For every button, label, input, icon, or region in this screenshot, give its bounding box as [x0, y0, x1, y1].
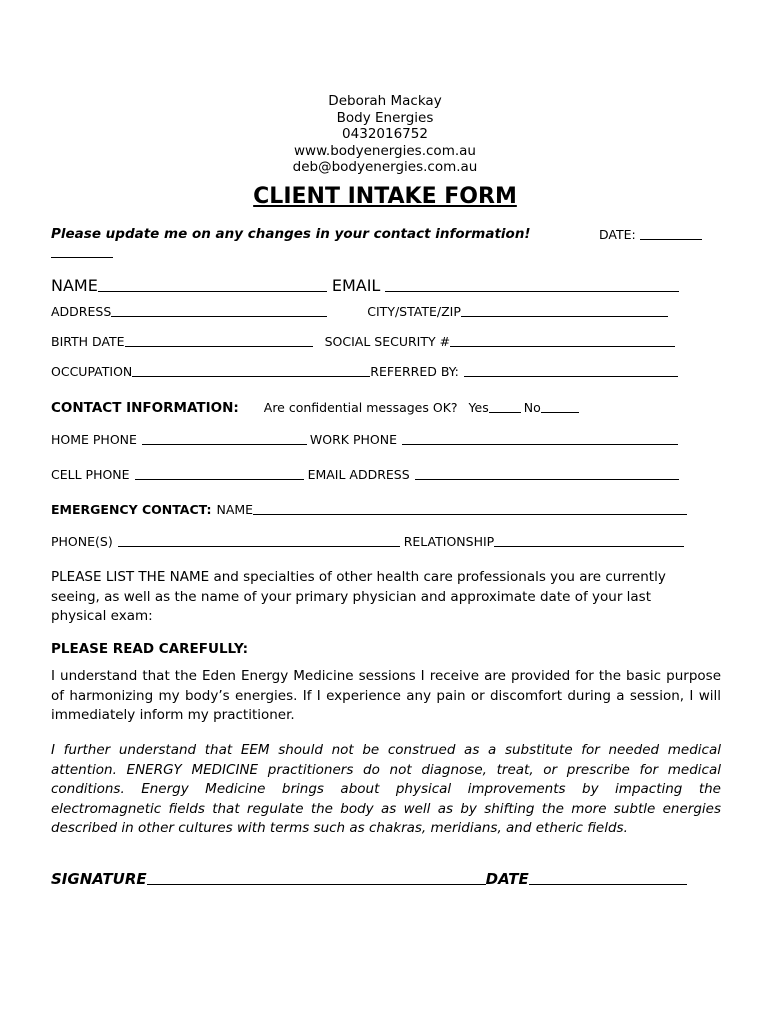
emergency-phone-row: [51, 530, 684, 550]
contact-heading-row: [51, 396, 579, 416]
cell-email-row: [51, 463, 679, 483]
referred-label: REFERRED BY:: [370, 364, 459, 379]
name-field[interactable]: [98, 277, 327, 292]
home-phone-label: HOME PHONE: [51, 432, 137, 447]
emergency-phones-label: PHONE(S): [51, 534, 113, 549]
update-note: Please update me on any changes in your contact information!: [51, 226, 531, 242]
emergency-name-field[interactable]: [253, 500, 687, 515]
disclaimer-paragraph: I further understand that EEM should not be construed as a substitute for needed medical attention. ENERGY MEDICINE practitioners do not diagnose, treat, or prescribe for medical conditions. Energy Medicine brings about physical improvements by impacting the electromagnetic fields that regulate the body as well as by shifting the more subtle energies described in other cultures with terms such as chakras, meridians, and etheric fields.: [51, 742, 721, 836]
no-label: No: [523, 400, 541, 415]
practitioner-website: www.bodyenergies.com.au: [294, 142, 476, 159]
work-phone-label: WORK PHONE: [309, 432, 398, 447]
list-professionals-text: PLEASE LIST THE NAME and specialties of other health care professionals you are currently seeing, as well as the name of your primary physician and approximate date of your last physical exam:: [51, 569, 666, 624]
name-label: NAME: [51, 276, 98, 295]
address-row: [51, 300, 668, 320]
birth-date-label: BIRTH DATE: [51, 334, 125, 349]
birth-date-field[interactable]: [125, 332, 313, 347]
practitioner-phone: 0432016752: [342, 126, 428, 142]
form-title: CLIENT INTAKE FORM: [253, 184, 517, 209]
top-date-field[interactable]: [640, 225, 702, 240]
ssn-field[interactable]: [450, 332, 675, 347]
contact-heading: CONTACT INFORMATION:: [51, 400, 239, 416]
address-field[interactable]: [111, 302, 327, 317]
home-phone-field[interactable]: [142, 430, 307, 445]
signature-field[interactable]: [147, 868, 486, 885]
no-field[interactable]: [541, 398, 579, 413]
emergency-heading: EMERGENCY CONTACT:: [51, 502, 212, 517]
city-label: CITY/STATE/ZIP: [367, 304, 461, 319]
referred-field[interactable]: [464, 362, 678, 377]
email-address-label: EMAIL ADDRESS: [307, 467, 410, 482]
email-label: EMAIL: [331, 276, 381, 295]
email-field[interactable]: [385, 277, 679, 292]
ssn-label: SOCIAL SECURITY #: [324, 334, 451, 349]
email-address-field[interactable]: [415, 465, 679, 480]
understanding-paragraph: I understand that the Eden Energy Medicine sessions I receive are provided for the basic purpose of harmonizing my body’s energies. If I experience any pain or discomfort during a session, I will immediately inform my practitioner.: [51, 668, 721, 723]
work-phone-field[interactable]: [402, 430, 678, 445]
emergency-name-label: NAME: [216, 502, 254, 517]
signature-row: [51, 866, 687, 888]
cell-phone-label: CELL PHONE: [51, 467, 130, 482]
yes-label: Yes: [468, 400, 489, 415]
practitioner-name: Deborah Mackay: [328, 93, 442, 109]
cell-phone-field[interactable]: [135, 465, 304, 480]
confidential-label: Are confidential messages OK?: [263, 400, 458, 415]
signature-date-field[interactable]: [529, 868, 687, 885]
occupation-label: OCCUPATION: [51, 364, 133, 379]
relationship-field[interactable]: [494, 532, 684, 547]
emergency-phones-field[interactable]: [118, 532, 400, 547]
occupation-field[interactable]: [132, 362, 370, 377]
top-date-label: DATE:: [599, 227, 636, 242]
business-name: Body Energies: [336, 109, 434, 126]
city-field[interactable]: [461, 302, 668, 317]
relationship-label: RELATIONSHIP: [403, 534, 495, 549]
signature-label: SIGNATURE: [51, 870, 147, 888]
yes-field[interactable]: [489, 398, 521, 413]
address-label: ADDRESS: [51, 304, 112, 319]
signature-date-label: DATE: [485, 870, 529, 888]
birth-ssn-row: [51, 330, 675, 350]
top-date-field-continued[interactable]: [51, 243, 113, 258]
practitioner-email: deb@bodyenergies.com.au: [292, 159, 478, 175]
occupation-row: [51, 360, 678, 380]
emergency-row: [51, 498, 687, 518]
home-work-phone-row: [51, 428, 678, 448]
read-carefully-heading: PLEASE READ CAREFULLY:: [51, 641, 249, 657]
name-email-row: [51, 275, 691, 295]
